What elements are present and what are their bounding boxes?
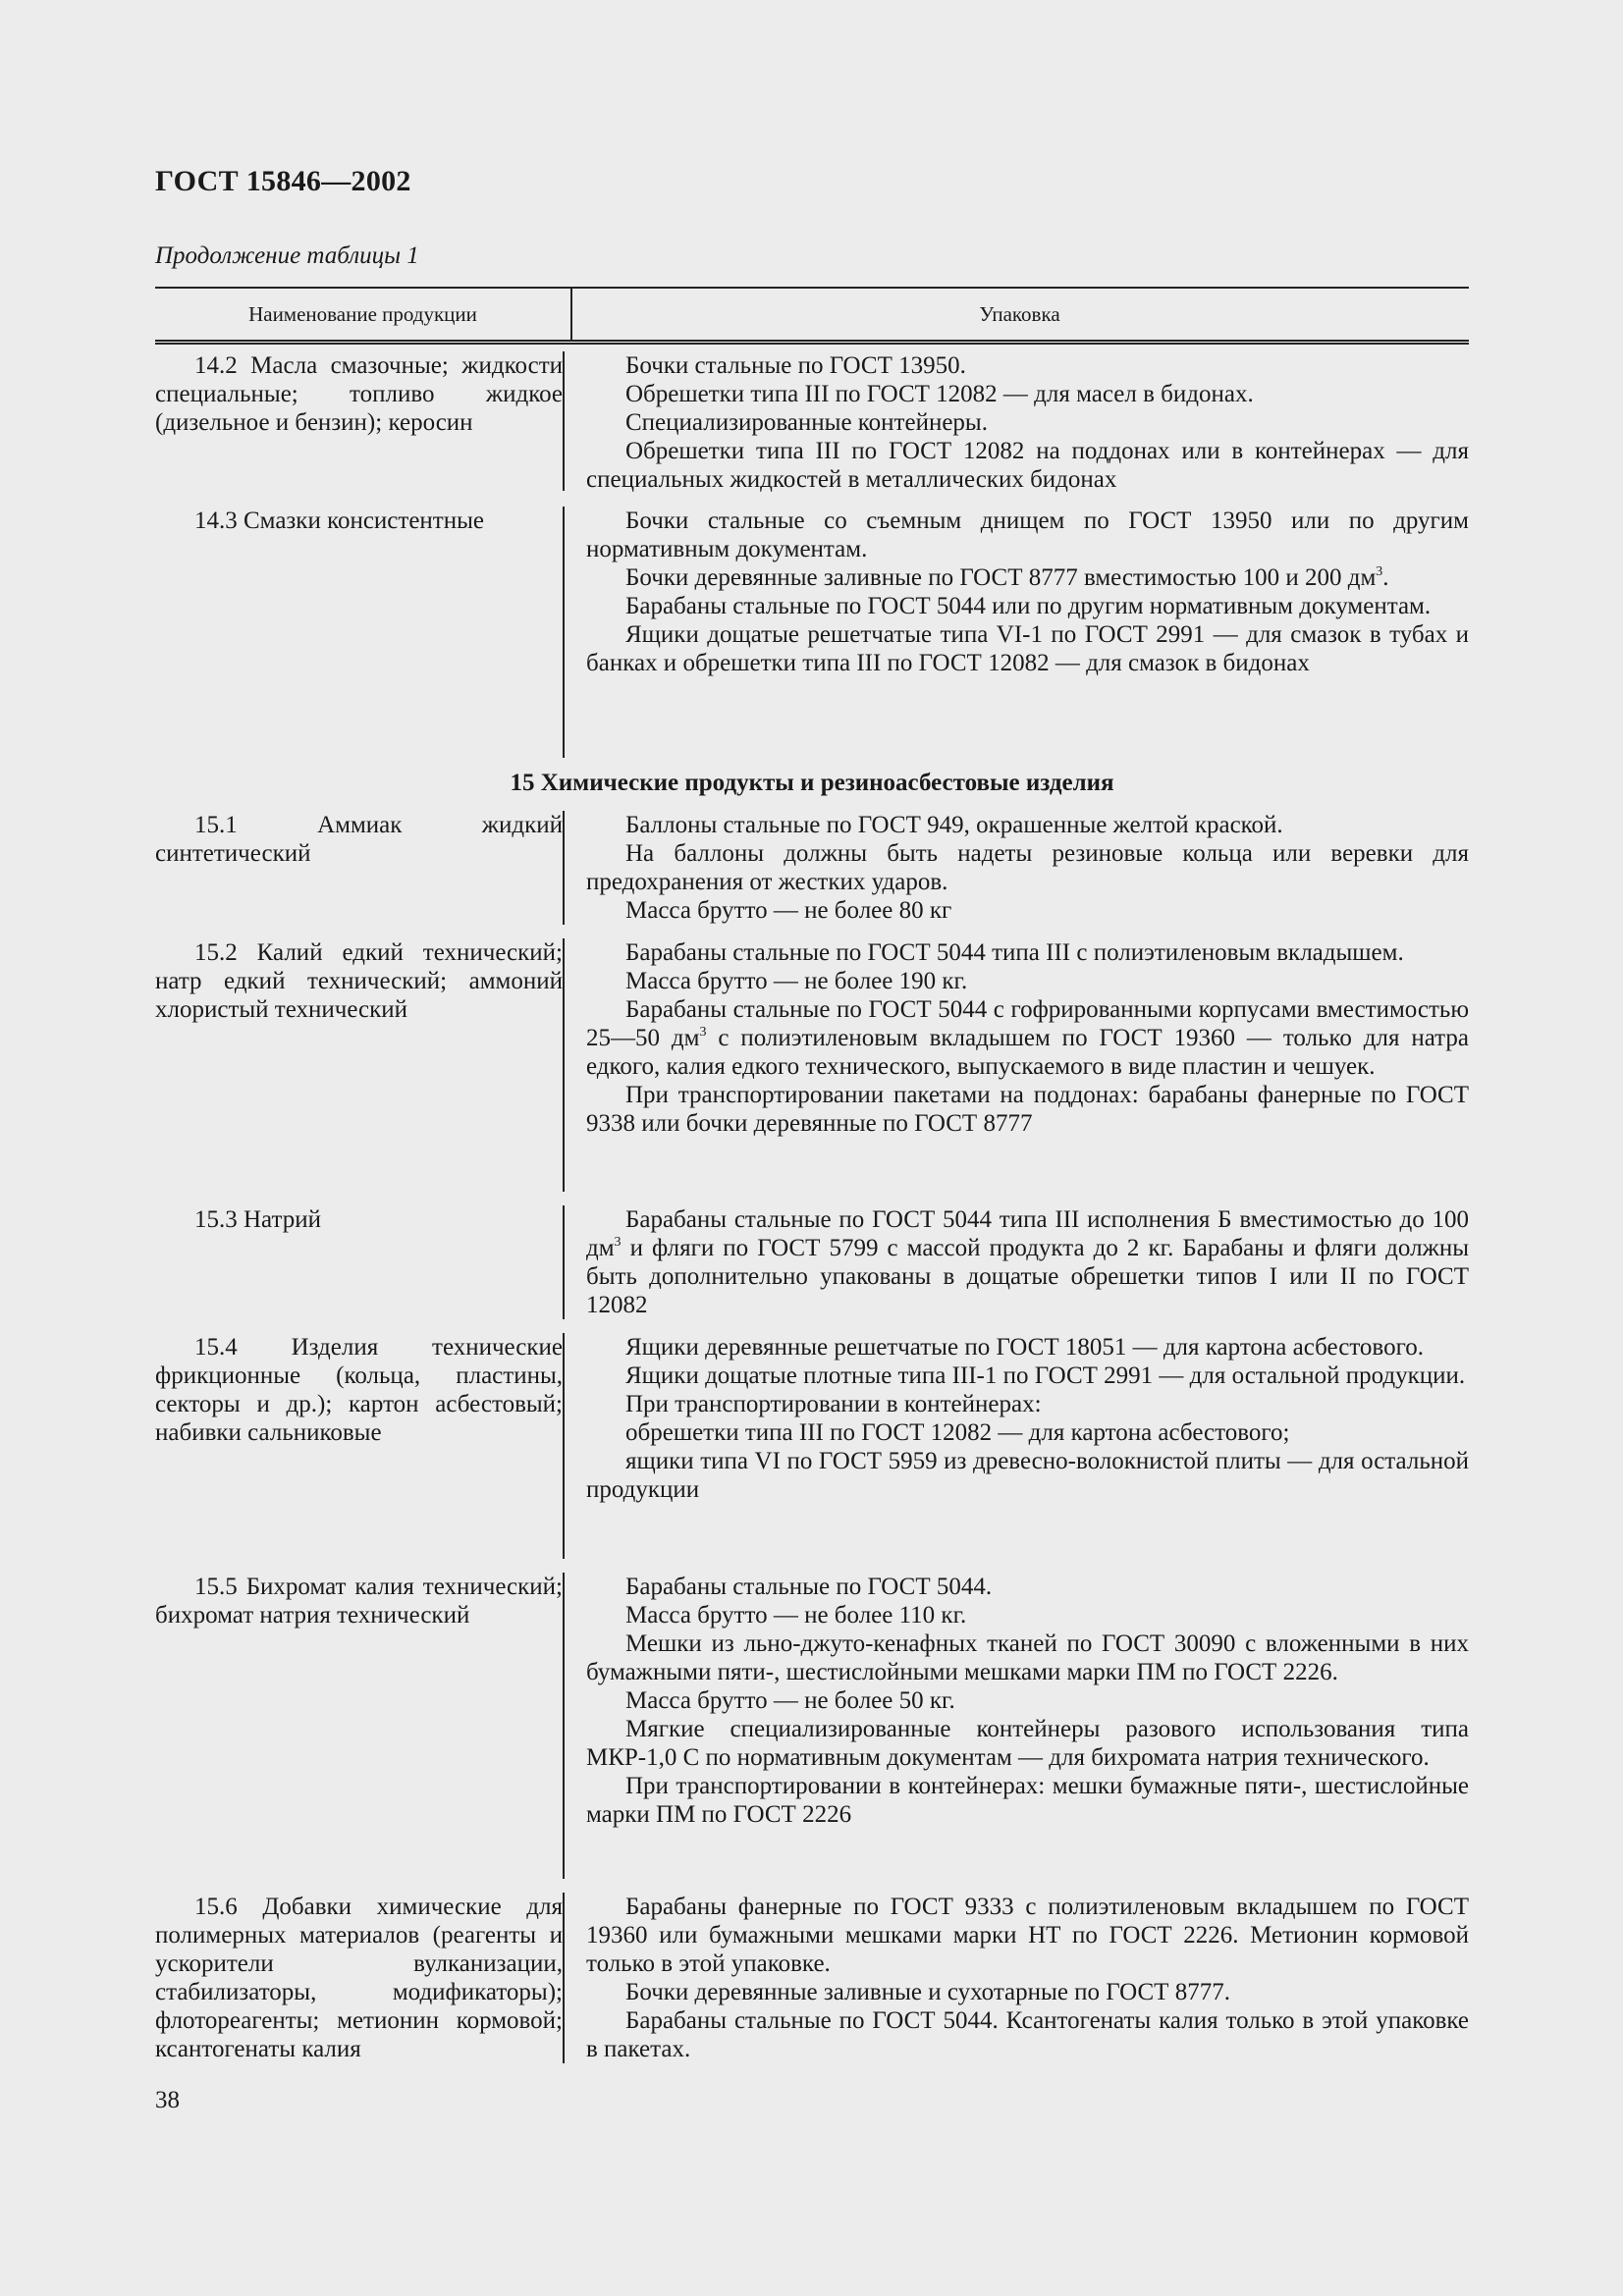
table-row — [155, 1333, 1469, 1559]
product-name: 14.3 Смазки консистентные — [194, 507, 484, 534]
table-row — [155, 1205, 1469, 1319]
product-name: 15.3 Натрий — [194, 1206, 321, 1233]
packaging-line: Бочки стальные со съемным днищем по ГОСТ 13950 или по другим нормативным документам. — [586, 507, 1469, 562]
column-header-packaging: Упаковка — [979, 301, 1060, 326]
packaging-cell — [586, 1893, 1469, 2063]
packaging-line: Баллоны стальные по ГОСТ 949, окрашенные желтой краской. — [625, 812, 1283, 838]
unit-superscript: 3 — [614, 1235, 622, 1250]
packaging-line: Обрешетки типа III по ГОСТ 12082 — для масел в бидонах. — [625, 381, 1254, 407]
section-heading: 15 Химические продукты и резиноасбестовые изделия — [510, 770, 1114, 796]
table-row — [155, 1893, 1469, 2063]
page-number: 38 — [155, 2087, 180, 2113]
packaging-line: Бочки стальные по ГОСТ 13950. — [625, 352, 966, 379]
table-row — [155, 507, 1469, 758]
unit-superscript: 3 — [699, 1025, 707, 1040]
packaging-line: Ящики дощатые решетчатые типа VI-1 по ГОСТ 2991 — для смазок в тубах и банках и обрешетки типа III по ГОСТ 12082 — для смазок в бидонах — [586, 621, 1469, 676]
product-name: 14.2 Масла смазочные; жидкости специальные; топливо жидкое (дизельное и бензин); керосин — [155, 352, 563, 436]
packaging-text: Барабаны стальные по ГОСТ 5044 типа III исполнения Б вместимостью до 100 дм — [586, 1206, 1469, 1261]
packaging-text: с полиэтиленовым вкладышем по ГОСТ 19360 — только для натра едкого, калия едкого технического, выпускаемого в виде пластин и чешуек. — [586, 1025, 1469, 1080]
product-name: 15.6 Добавки химические для полимерных материалов (реагенты и ускорители вулканизации, стабилизаторы, модификаторы); флотореагенты; метионин кормовой; ксантогенаты калия — [155, 1894, 563, 2062]
packaging-text: Барабаны стальные по ГОСТ 5044 с гофрированными корпусами вместимостью 25—50 дм — [586, 996, 1469, 1051]
product-name: 15.5 Бихромат калия технический; бихромат натрия технический — [155, 1574, 563, 1629]
product-name: 15.2 Калий едкий технический; натр едкий технический; аммоний хлористый технический — [155, 939, 563, 1023]
packaging-line: При транспортировании пакетами на поддонах: барабаны фанерные по ГОСТ 9338 или бочки деревянные по ГОСТ 8777 — [586, 1082, 1469, 1137]
product-name: 15.4 Изделия технические фрикционные (кольца, пластины, секторы и др.); картон асбестовый; набивки сальниковые — [155, 1334, 563, 1446]
product-cell — [155, 1893, 565, 2063]
packaging-line: Ящики деревянные решетчатые по ГОСТ 18051 — для картона асбестового. — [625, 1334, 1424, 1361]
packaging-line: Масса брутто — не более 190 кг. — [625, 968, 968, 994]
table-header — [155, 287, 1469, 345]
packaging-line: Масса брутто — не более 110 кг. — [625, 1602, 967, 1629]
packaging-text: и фляги по ГОСТ 5799 с массой продукта до 2 кг. Барабаны и фляги должны быть дополнительно упакованы в дощатые обрешетки типов I или II по ГОСТ 12082 — [586, 1235, 1469, 1318]
packaging-text: Бочки деревянные заливные по ГОСТ 8777 вместимостью 100 и 200 дм — [625, 564, 1377, 591]
column-header-product: Наименование продукции — [155, 289, 572, 340]
table-continuation-caption: Продолжение таблицы 1 — [155, 242, 419, 269]
packaging-cell — [586, 1333, 1469, 1504]
product-cell — [155, 938, 565, 1192]
packaging-line: Барабаны стальные по ГОСТ 5044. Ксантогенаты калия только в этой упаковке в пакетах. — [586, 2007, 1469, 2062]
product-cell — [155, 351, 565, 491]
packaging-cell — [586, 811, 1469, 925]
packaging-line: Ящики дощатые плотные типа III-1 по ГОСТ 2991 — для остальной продукции. — [625, 1362, 1466, 1389]
packaging-line: Масса брутто — не более 50 кг. — [625, 1687, 955, 1714]
product-cell — [155, 1205, 565, 1319]
packaging-cell — [586, 351, 1469, 494]
packaging-line: обрешетки типа III по ГОСТ 12082 — для картона асбестового; — [625, 1419, 1290, 1446]
packaging-line: Мешки из льно-джуто-кенафных тканей по ГОСТ 30090 с вложенными в них бумажными пяти-, шестислойными мешками марки ПМ по ГОСТ 2226. — [586, 1630, 1469, 1685]
packaging-line — [586, 1205, 1469, 1319]
packaging-line: Барабаны стальные по ГОСТ 5044. — [625, 1574, 993, 1600]
packaging-line: Обрешетки типа III по ГОСТ 12082 на поддонах или в контейнерах — для специальных жидкостей в металлических бидонах — [586, 438, 1469, 493]
packaging-cell — [586, 1205, 1469, 1319]
packaging-cell — [586, 1573, 1469, 1829]
packaging-cell — [586, 938, 1469, 1138]
unit-superscript: 3 — [1376, 564, 1383, 579]
product-name: 15.1 Аммиак жидкий синтетический — [155, 812, 563, 867]
product-cell — [155, 1333, 565, 1559]
packaging-line: Барабаны стальные по ГОСТ 5044 типа III с полиэтиленовым вкладышем. — [625, 939, 1404, 966]
packaging-line: При транспортировании в контейнерах: — [625, 1391, 1042, 1417]
table-row — [155, 938, 1469, 1192]
packaging-line: Барабаны фанерные по ГОСТ 9333 с полиэтиленовым вкладышем по ГОСТ 19360 или бумажными мешками марки НТ по ГОСТ 2226. Метионин кормовой только в этой упаковке. — [586, 1894, 1469, 1977]
product-cell — [155, 507, 565, 758]
packaging-line: На баллоны должны быть надеты резиновые кольца или веревки для предохранения от жестких ударов. — [586, 840, 1469, 895]
table-row — [155, 351, 1469, 491]
packaging-line: Мягкие специализированные контейнеры разового использования типа МКР-1,0 С по нормативным документам — для бихромата натрия технического. — [586, 1716, 1469, 1771]
packaging-line: При транспортировании в контейнерах: мешки бумажные пяти-, шестислойные марки ПМ по ГОСТ 2226 — [586, 1773, 1469, 1828]
packaging-line: Масса брутто — не более 80 кг — [625, 897, 952, 924]
packaging-line: Бочки деревянные заливные и сухотарные по ГОСТ 8777. — [625, 1979, 1230, 2005]
packaging-line — [586, 995, 1469, 1081]
packaging-cell — [586, 507, 1469, 677]
packaging-line — [586, 563, 1469, 592]
table-row — [155, 1573, 1469, 1879]
product-cell — [155, 811, 565, 925]
document-title: ГОСТ 15846—2002 — [155, 165, 411, 197]
packaging-line: ящики типа VI по ГОСТ 5959 из древесно-волокнистой плиты — для остальной продукции — [586, 1448, 1469, 1503]
packaging-text: . — [1382, 564, 1389, 591]
packaging-line: Специализированные контейнеры. — [625, 409, 988, 436]
packaging-line: Барабаны стальные по ГОСТ 5044 или по другим нормативным документам. — [625, 593, 1432, 619]
product-cell — [155, 1573, 565, 1879]
table-row — [155, 811, 1469, 925]
